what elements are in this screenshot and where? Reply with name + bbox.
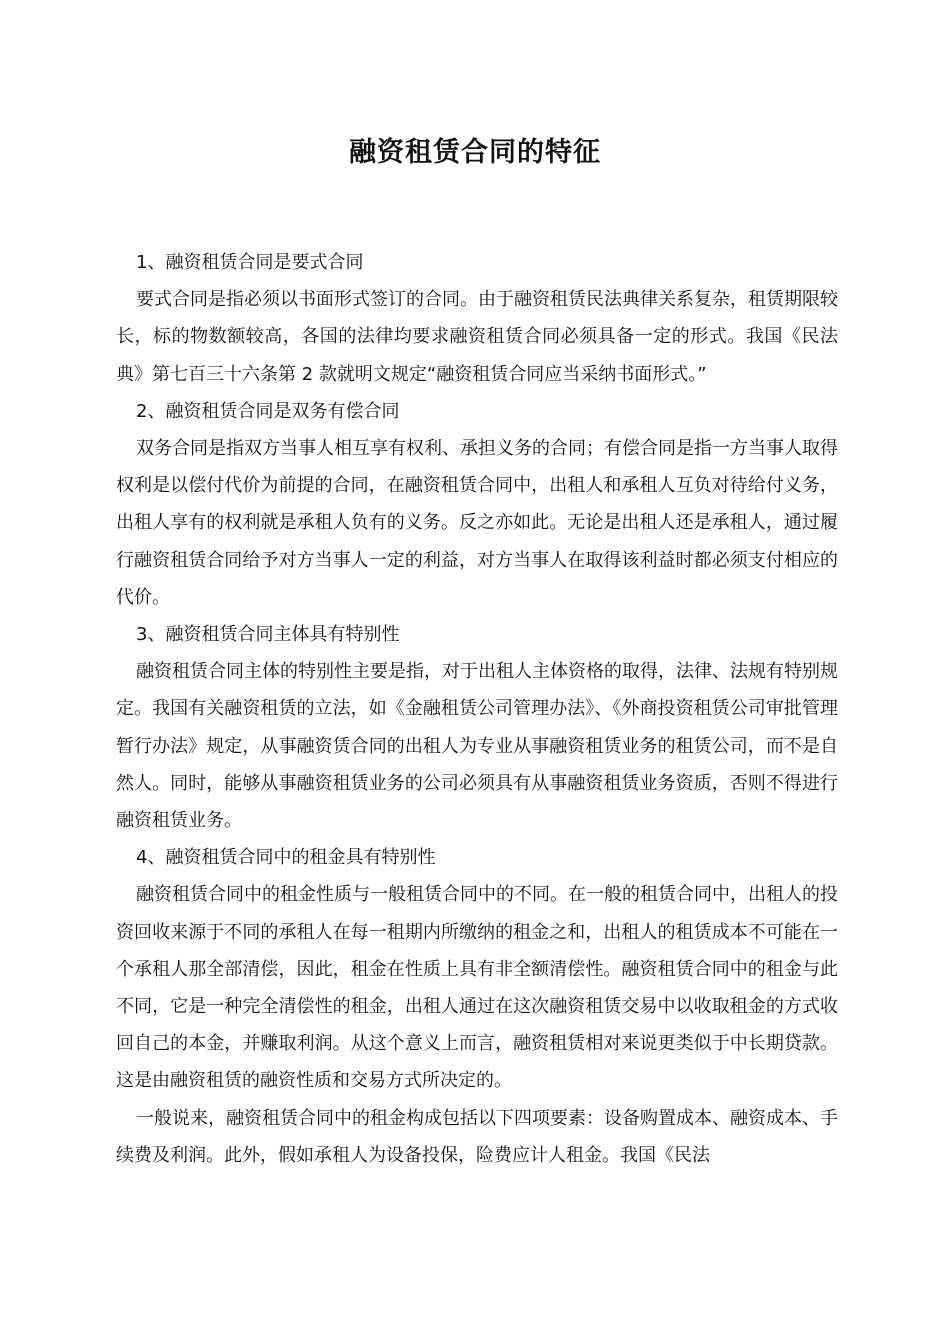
document-title: 融资租赁合同的特征 [349, 137, 601, 168]
section-paragraph-3-1: 融资租赁合同主体的特别性主要是指，对于出租人主体资格的取得，法律、法规有特别规定。我国有关融资租赁的立法，如《金融租赁公司管理办法》、《外商投资租赁公司审批管理暂行办法》规定，从事融资赁合同的出租人为专业从事融资租赁业务的租赁公司，而不是自然人。同时，能够从事融资租赁业务的公司必须具有从事融资租赁业务资质，否则不得进行融资租赁业务。 [116, 661, 838, 832]
section-paragraph-2-1: 双务合同是指双方当事人相互享有权利、承担义务的合同；有偿合同是指一方当事人取得权利是以偿付代价为前提的合同，在融资租赁合同中，出租人和承租人互负对待给付义务，出租人享有的权利就是承租人负有的义务。反之亦如此。无论是出租人还是承租人，通过履行融资租赁合同给予对方当事人一定的利益，对方当事人在取得该利益时都必须支付相应的代价。 [116, 438, 838, 608]
section-paragraph-1-1: 要式合同是指必须以书面形式签订的合同。由于融资租赁民法典律关系复杂，租赁期限较长，标的物数额较高，各国的法律均要求融资租赁合同必须具备一定的形式。我国《民法典》第七百三十六条第 2 款就明文规定“融资租赁合同应当采纳书面形式。” [116, 289, 838, 385]
section-paragraph-4-1: 融资租赁合同中的租金性质与一般租赁合同中的不同。在一般的租赁合同中，出租人的投资回收来源于不同的承租人在每一租期内所缴纳的租金之和，出租人的租赁成本不可能在一个承租人那全部清偿，因此，租金在性质上具有非全额清偿性。融资租赁合同中的租金与此不同，它是一种完全清偿性的租金，出租人通过在这次融资租赁交易中以收取租金的方式收回自己的本金，并赚取利润。从这个意义上而言，融资租赁相对来说更类似于中长期贷款。这是由融资租赁的融资性质和交易方式所决定的。 [116, 884, 838, 1092]
section-heading-1: 1、融资租赁合同是要式合同 [136, 252, 364, 273]
section-paragraph-4-2: 一般说来，融资租赁合同中的租金构成包括以下四项要素：设备购置成本、融资成本、手续费及利润。此外，假如承租人为设备投保，险费应计人租金。我国《民法 [116, 1107, 838, 1166]
section-heading-3: 3、融资租赁合同主体具有特别性 [136, 624, 400, 646]
section-heading-2: 2、融资租赁合同是双务有偿合同 [136, 400, 400, 422]
document-body [116, 244, 838, 1174]
section-heading-4: 4、融资租赁合同中的租金具有特别性 [136, 847, 436, 869]
